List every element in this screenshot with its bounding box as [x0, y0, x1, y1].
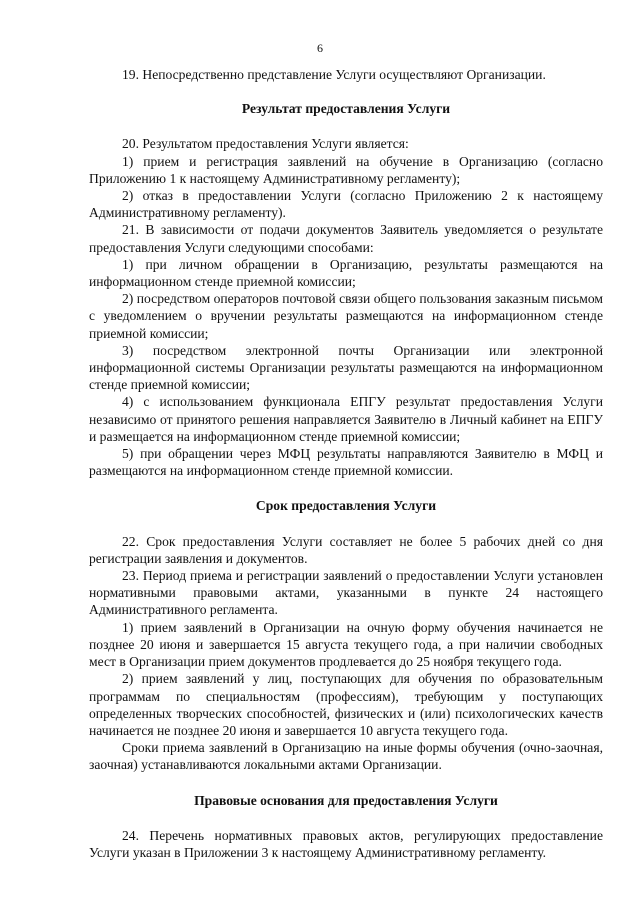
- paragraph-19: 19. Непосредственно представление Услуги осуществляют Организации.: [122, 67, 546, 82]
- page-number: 6: [317, 41, 323, 55]
- section-heading-legal: Правовые основания для предоставления Услуги: [194, 792, 498, 808]
- paragraph-23: 23. Период приема и регистрации заявлений о предоставлении Услуги установлен нормативными правовыми актами, указанными в пункте 24 настоящего Административного регламента.: [89, 568, 603, 618]
- paragraph-21-item-4: 4) с использованием функционала ЕПГУ результат предоставления Услуги независимо от принятого решения направляется Заявителю в Личный кабинет на ЕПГУ и размещается на информационном стенде приемной комиссии;: [89, 394, 603, 444]
- section-heading-result: Результат предоставления Услуги: [241, 101, 451, 117]
- paragraph-21-item-1: 1) при личном обращении в Организацию, результаты размещаются на информационном стенде приемной комиссии;: [89, 256, 603, 290]
- paragraph-23-extra: Сроки приема заявлений в Организацию на иные формы обучения (очно-заочная, заочная) устанавливаются локальными актами Организации.: [89, 740, 603, 773]
- paragraph-24: 24. Перечень нормативных правовых актов, регулирующих предоставление Услуги указан в Приложении 3 к настоящему Административному регламенту.: [89, 827, 603, 860]
- paragraph-21-item-5: 5) при обращении через МФЦ результаты направляются Заявителю в МФЦ и размещаются на информационном стенде приемной комиссии.: [89, 446, 603, 479]
- document-body: [89, 66, 603, 861]
- paragraph-20-item-2: 2) отказ в предоставлении Услуги (согласно Приложению 2 к настоящему Административному регламенту).: [89, 188, 603, 221]
- section-heading-term: Срок предоставления Услуги: [255, 498, 437, 514]
- paragraph-23-item-1: 1) прием заявлений в Организации на очную форму обучения начинается не позднее 20 июня и завершается 15 августа текущего года, а при наличии свободных мест в Организации прием документов продлевается до 25 ноября текущего года.: [89, 619, 603, 670]
- paragraph-21: 21. В зависимости от подачи документов Заявитель уведомляется о результате предоставления Услуги следующими способами:: [89, 222, 603, 255]
- paragraph-20: 20. Результатом предоставления Услуги является:: [122, 136, 409, 152]
- paragraph-23-item-2: 2) прием заявлений у лиц, поступающих для обучения по образовательным программам по специальностям (профессиям), требующим у поступающих определенных творческих способностей, физических и (или) психологических качеств начинается не позднее 20 июня и завершается 10 августа текущего года.: [89, 671, 603, 738]
- paragraph-21-item-2: 2) посредством операторов почтовой связи общего пользования заказным письмом с уведомлением о вручении результаты размещаются на информационном стенде приемной комиссии;: [89, 291, 603, 341]
- paragraph-20-item-1: 1) прием и регистрация заявлений на обучение в Организацию (согласно Приложению 1 к настоящему Административному регламенту);: [89, 153, 603, 186]
- paragraph-21-item-3: 3) посредством электронной почты Организации или электронной информационной системы Организации результаты размещаются на информационном стенде приемной комиссии;: [89, 342, 603, 393]
- paragraph-22: 22. Срок предоставления Услуги составляет не более 5 рабочих дней со дня регистрации заявления и документов.: [89, 533, 603, 566]
